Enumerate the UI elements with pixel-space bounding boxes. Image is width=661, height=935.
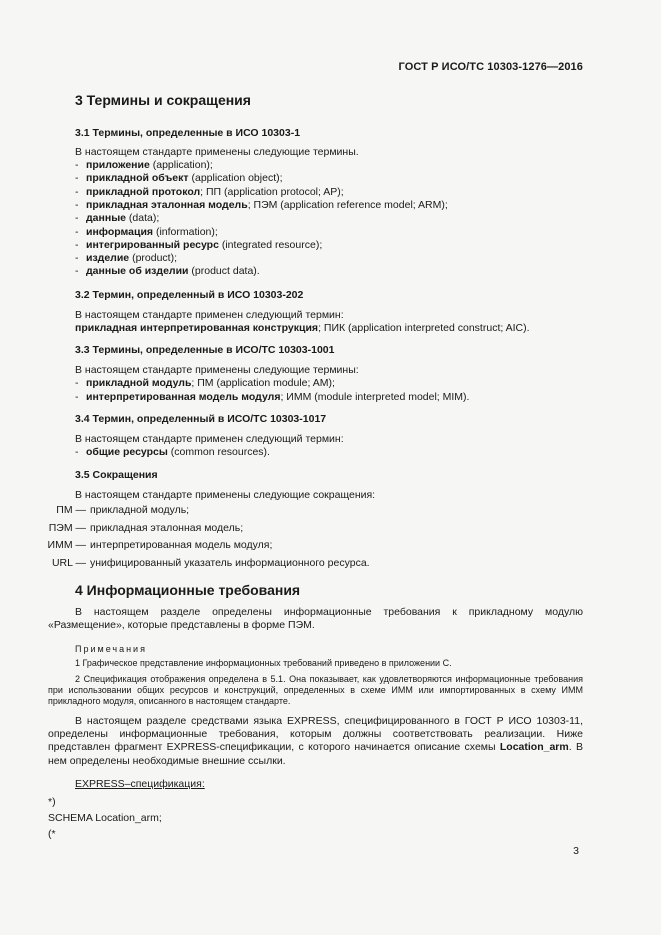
list-dash: -	[75, 252, 79, 265]
list-dash: -	[75, 377, 79, 389]
term-name: прикладная эталонная модель	[86, 198, 248, 211]
term-name: данные	[86, 212, 126, 225]
abbreviation-value: прикладная эталонная модель;	[90, 521, 244, 534]
term-name: прикладной протокол	[86, 185, 201, 198]
term-rest: (common resources).	[167, 446, 270, 458]
list-item	[75, 226, 218, 239]
section-3-title: 3 Термины и сокращения	[75, 92, 251, 108]
subsection-3-4-title: 3.4 Термин, определенный в ИСО/ТС 10303-1017	[75, 413, 327, 425]
term-3-2-rest: ; ПИК (application interpreted construct; AIC).	[318, 322, 530, 334]
subsection-3-2-intro: В настоящем стандарте применен следующий термин:	[75, 309, 344, 321]
term-3-2-name: прикладная интерпретированная конструкция	[75, 322, 319, 334]
subsection-3-3-title: 3.3 Термины, определенные в ИСО/ТС 10303-1001	[75, 344, 335, 356]
section-4-title: 4 Информационные требования	[75, 582, 301, 598]
list-item	[75, 212, 159, 225]
section-4-paragraph-1: В настоящем разделе определены информационные требования к прикладному модулю «Размещение», которые представлены в форме ПЭМ.	[48, 606, 583, 632]
term-name: прикладной объект	[86, 172, 189, 185]
term-rest: ; ИММ (module interpreted model; MIM).	[280, 390, 470, 403]
term-3-2	[75, 322, 530, 335]
paragraph-2-text-a: В настоящем разделе средствами языка EXPRESS, специфицированного в ГОСТ Р ИСО 10303-11, определены информационные требования, которым должны соответствовать реализации. Ниже представлен фрагмент EXPRESS-спецификации, с которого начинается описание схемы	[48, 715, 583, 754]
subsection-3-4-intro: В настоящем стандарте применен следующий термин:	[75, 433, 344, 445]
term-rest: ; ПЭМ (application reference model; ARM);	[247, 198, 448, 211]
subsection-3-1-title: 3.1 Термины, определенные в ИСО 10303-1	[75, 127, 301, 139]
list-item	[75, 186, 344, 199]
list-item	[75, 159, 213, 172]
term-name: общие ресурсы	[86, 446, 168, 458]
note-2: 2 Спецификация отображения определена в 5.1. Она показывает, как удовлетворяются информационные требования при использовании общих ресурсов и конструкций, определенных в схеме ИММ или импортированных в схему ИММ прикладного модуля, описанного в настоящем стандарте.	[48, 674, 583, 707]
abbreviation-key: ПЭМ —	[48, 521, 86, 534]
term-rest: (product);	[129, 252, 178, 265]
term-name: данные об изделии	[86, 265, 189, 278]
list-item	[75, 199, 448, 212]
term-name: информация	[86, 225, 154, 238]
list-dash: -	[75, 198, 79, 211]
list-dash: -	[75, 212, 79, 225]
section-4-paragraph-2	[48, 715, 583, 768]
code-line: *)	[48, 796, 56, 808]
term-rest: (data);	[126, 212, 160, 225]
abbreviation-key: URL —	[51, 556, 86, 569]
list-dash: -	[75, 446, 79, 458]
list-item	[75, 377, 335, 390]
list-dash: -	[75, 225, 79, 238]
abbreviation-value: унифицированный указатель информационного ресурса.	[90, 556, 370, 569]
list-item	[75, 239, 322, 252]
subsection-3-3-intro: В настоящем стандарте применены следующие термины:	[75, 364, 359, 376]
note-1: 1 Графическое представление информационных требований приведено в приложении С.	[75, 658, 452, 668]
list-dash: -	[75, 159, 79, 171]
abbreviation-value: интерпретированная модель модуля;	[90, 539, 273, 551]
document-header: ГОСТ Р ИСО/ТС 10303-1276—2016	[398, 61, 583, 73]
term-rest: ; ПП (application protocol; AP);	[200, 185, 344, 198]
list-dash: -	[75, 172, 79, 185]
list-item	[75, 446, 270, 459]
abbreviation-key: ПМ —	[56, 504, 86, 516]
list-dash: -	[75, 390, 79, 403]
abbreviation-value: прикладной модуль;	[90, 504, 190, 516]
list-item	[75, 252, 177, 265]
notes-heading: Примечания	[75, 644, 147, 654]
subsection-3-2-title: 3.2 Термин, определенный в ИСО 10303-202	[75, 289, 304, 301]
paragraph-2-text-b: . В нем определены необходимые внешние ссылки.	[48, 741, 583, 767]
term-name: интегрированный ресурс	[86, 238, 219, 251]
term-name: приложение	[86, 159, 150, 171]
term-name: интерпретированная модель модуля	[86, 390, 281, 403]
term-rest: (information);	[153, 225, 218, 238]
abbreviation-key: ИММ —	[47, 539, 86, 551]
page-number: 3	[573, 845, 579, 857]
list-dash: -	[75, 238, 79, 251]
subsection-3-5-intro: В настоящем стандарте применены следующие сокращения:	[75, 489, 376, 501]
list-dash: -	[75, 265, 79, 278]
list-dash: -	[75, 185, 79, 198]
list-item	[75, 172, 283, 185]
term-name: изделие	[86, 252, 130, 265]
subsection-3-1-intro: В настоящем стандарте применены следующие термины.	[75, 146, 359, 158]
list-item	[75, 391, 469, 404]
term-name: прикладной модуль	[86, 377, 192, 389]
schema-name: Location_arm	[499, 741, 569, 754]
term-rest: (application);	[149, 159, 213, 171]
subsection-3-5-title: 3.5 Сокращения	[75, 469, 158, 481]
term-rest: (application object);	[188, 172, 283, 185]
term-rest: (product data).	[188, 265, 260, 278]
code-line: (*	[48, 828, 56, 840]
code-line: SCHEMA Location_arm;	[48, 812, 162, 824]
express-spec-label: EXPRESS–спецификация:	[75, 778, 205, 790]
term-rest: ; ПМ (application module; AM);	[191, 377, 335, 389]
list-item	[75, 265, 260, 278]
term-rest: (integrated resource);	[218, 238, 323, 251]
